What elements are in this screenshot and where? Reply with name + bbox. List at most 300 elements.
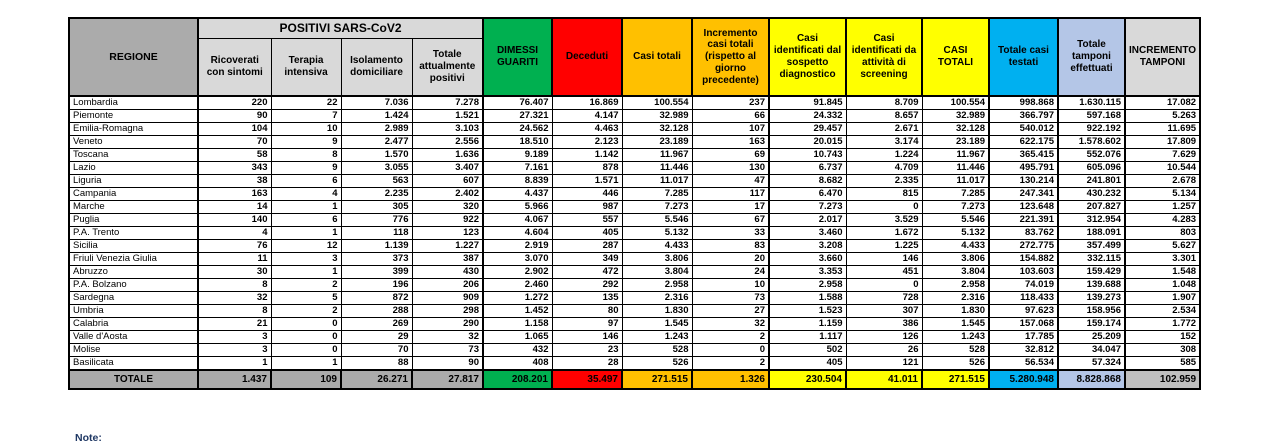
cell-ricoverati_con_sintomi: 11 [198,253,271,266]
cell-casi_sospetto_diagnostico: 1.523 [769,305,846,318]
region-name-cell: Piemonte [69,110,198,123]
cell-dimessi_guariti: 4.067 [483,214,552,227]
cell-totale_attualmente_positivi: 922 [412,214,483,227]
cell-isolamento_domiciliare: 872 [341,292,412,305]
cell-incremento_tamponi: 2.534 [1125,305,1200,318]
cell-incremento_tamponi: 1.548 [1125,266,1200,279]
cell-incremento_tamponi: 1.048 [1125,279,1200,292]
cell-terapia_intensiva: 8 [271,149,341,162]
cell-totale_casi_testati: 103.603 [989,266,1058,279]
cell-terapia_intensiva: 7 [271,110,341,123]
col-header-incremento_tamponi: INCREMENTO TAMPONI [1125,18,1200,96]
region-name-cell: Umbria [69,305,198,318]
cell-casi_sospetto_diagnostico: 1.117 [769,331,846,344]
cell-casi_sospetto_diagnostico: 7.273 [769,201,846,214]
cell-totale_casi_testati: 83.762 [989,227,1058,240]
cell-dimessi_guariti: 1.158 [483,318,552,331]
cell-casi_totali_riepilogo: 11.967 [922,149,989,162]
cell-totale_casi_testati: 56.534 [989,357,1058,371]
region-name-cell: Basilicata [69,357,198,371]
region-name-cell: Veneto [69,136,198,149]
cell-dimessi_guariti: 2.919 [483,240,552,253]
cell-totale_tamponi_effettuati: 241.801 [1058,175,1125,188]
cell-incremento_tamponi: 5.263 [1125,110,1200,123]
cell-deceduti: 557 [552,214,622,227]
total-cell-incremento_casi_totali: 1.326 [692,370,769,389]
region-name-cell: Lazio [69,162,198,175]
header-row-group [69,18,1200,38]
cell-casi_totali_riepilogo: 1.243 [922,331,989,344]
cell-deceduti: 97 [552,318,622,331]
cell-totale_attualmente_positivi: 2.402 [412,188,483,201]
cell-totale_attualmente_positivi: 2.556 [412,136,483,149]
cell-totale_tamponi_effettuati: 605.096 [1058,162,1125,175]
cell-totale_tamponi_effettuati: 207.827 [1058,201,1125,214]
cell-incremento_casi_totali: 32 [692,318,769,331]
cell-casi_totali: 1.545 [622,318,692,331]
total-cell-dimessi_guariti: 208.201 [483,370,552,389]
region-name-cell: Friuli Venezia Giulia [69,253,198,266]
cell-dimessi_guariti: 3.070 [483,253,552,266]
cell-totale_casi_testati: 365.415 [989,149,1058,162]
col-header-isolamento_domiciliare: Isolamento domiciliare [341,38,412,96]
cell-terapia_intensiva: 2 [271,279,341,292]
cell-totale_casi_testati: 221.391 [989,214,1058,227]
cell-incremento_casi_totali: 67 [692,214,769,227]
cell-deceduti: 472 [552,266,622,279]
cell-deceduti: 987 [552,201,622,214]
cell-incremento_tamponi: 152 [1125,331,1200,344]
cell-totale_attualmente_positivi: 206 [412,279,483,292]
cell-casi_attivita_screening: 3.174 [846,136,922,149]
cell-deceduti: 28 [552,357,622,371]
cell-casi_sospetto_diagnostico: 405 [769,357,846,371]
cell-terapia_intensiva: 6 [271,214,341,227]
cell-terapia_intensiva: 1 [271,227,341,240]
cell-dimessi_guariti: 27.321 [483,110,552,123]
cell-casi_totali_riepilogo: 11.017 [922,175,989,188]
cell-totale_casi_testati: 130.214 [989,175,1058,188]
cell-incremento_casi_totali: 24 [692,266,769,279]
col-header-terapia_intensiva: Terapia intensiva [271,38,341,96]
cell-incremento_casi_totali: 20 [692,253,769,266]
table-body [69,96,1200,370]
cell-casi_attivita_screening: 4.709 [846,162,922,175]
cell-isolamento_domiciliare: 2.477 [341,136,412,149]
table-row [69,149,1200,162]
col-header-ricoverati_con_sintomi: Ricoverati con sintomi [198,38,271,96]
region-name-cell: Emilia-Romagna [69,123,198,136]
cell-totale_casi_testati: 366.797 [989,110,1058,123]
cell-isolamento_domiciliare: 269 [341,318,412,331]
total-cell-totale_casi_testati: 5.280.948 [989,370,1058,389]
cell-casi_sospetto_diagnostico: 1.588 [769,292,846,305]
table-header [69,18,1200,96]
col-header-totale_casi_testati: Totale casi testati [989,18,1058,96]
total-row [69,370,1200,389]
cell-casi_attivita_screening: 8.657 [846,110,922,123]
cell-ricoverati_con_sintomi: 8 [198,305,271,318]
cell-casi_totali: 1.830 [622,305,692,318]
cell-ricoverati_con_sintomi: 38 [198,175,271,188]
cell-casi_sospetto_diagnostico: 3.208 [769,240,846,253]
cell-casi_totali_riepilogo: 100.554 [922,96,989,110]
covid-region-table [68,17,1201,390]
note-label: Note: [75,432,102,444]
col-header-casi_totali: Casi totali [622,18,692,96]
cell-casi_totali_riepilogo: 7.273 [922,201,989,214]
cell-ricoverati_con_sintomi: 32 [198,292,271,305]
cell-dimessi_guariti: 408 [483,357,552,371]
cell-incremento_casi_totali: 237 [692,96,769,110]
total-cell-casi_sospetto_diagnostico: 230.504 [769,370,846,389]
cell-casi_sospetto_diagnostico: 1.159 [769,318,846,331]
cell-terapia_intensiva: 1 [271,201,341,214]
cell-casi_totali: 32.128 [622,123,692,136]
cell-terapia_intensiva: 12 [271,240,341,253]
table-row [69,214,1200,227]
cell-casi_totali: 23.189 [622,136,692,149]
table-row [69,331,1200,344]
total-cell-incremento_tamponi: 102.959 [1125,370,1200,389]
cell-casi_attivita_screening: 1.225 [846,240,922,253]
cell-totale_attualmente_positivi: 320 [412,201,483,214]
total-cell-terapia_intensiva: 109 [271,370,341,389]
cell-incremento_tamponi: 5.627 [1125,240,1200,253]
cell-incremento_casi_totali: 130 [692,162,769,175]
cell-terapia_intensiva: 9 [271,162,341,175]
table-row [69,188,1200,201]
cell-ricoverati_con_sintomi: 76 [198,240,271,253]
cell-incremento_tamponi: 17.809 [1125,136,1200,149]
cell-deceduti: 4.147 [552,110,622,123]
cell-totale_tamponi_effettuati: 552.076 [1058,149,1125,162]
cell-casi_totali: 7.273 [622,201,692,214]
cell-casi_attivita_screening: 8.709 [846,96,922,110]
cell-casi_sospetto_diagnostico: 6.737 [769,162,846,175]
cell-totale_casi_testati: 540.012 [989,123,1058,136]
cell-casi_sospetto_diagnostico: 502 [769,344,846,357]
cell-incremento_tamponi: 17.082 [1125,96,1200,110]
cell-terapia_intensiva: 0 [271,331,341,344]
cell-terapia_intensiva: 0 [271,344,341,357]
cell-incremento_casi_totali: 2 [692,331,769,344]
cell-dimessi_guariti: 2.460 [483,279,552,292]
cell-incremento_tamponi: 1.772 [1125,318,1200,331]
cell-incremento_casi_totali: 117 [692,188,769,201]
total-cell-deceduti: 35.497 [552,370,622,389]
cell-totale_casi_testati: 998.868 [989,96,1058,110]
cell-incremento_casi_totali: 83 [692,240,769,253]
total-cell-totale_attualmente_positivi: 27.817 [412,370,483,389]
table-row [69,266,1200,279]
cell-deceduti: 4.463 [552,123,622,136]
cell-deceduti: 878 [552,162,622,175]
cell-casi_totali_riepilogo: 3.806 [922,253,989,266]
region-name-cell: Toscana [69,149,198,162]
cell-totale_tamponi_effettuati: 1.630.115 [1058,96,1125,110]
cell-totale_attualmente_positivi: 32 [412,331,483,344]
cell-deceduti: 1.142 [552,149,622,162]
table-row [69,292,1200,305]
cell-terapia_intensiva: 0 [271,318,341,331]
region-name-cell: P.A. Bolzano [69,279,198,292]
total-label-cell: TOTALE [69,370,198,389]
cell-terapia_intensiva: 1 [271,357,341,371]
cell-incremento_tamponi: 3.301 [1125,253,1200,266]
cell-isolamento_domiciliare: 2.989 [341,123,412,136]
cell-ricoverati_con_sintomi: 90 [198,110,271,123]
cell-casi_attivita_screening: 26 [846,344,922,357]
cell-isolamento_domiciliare: 118 [341,227,412,240]
cell-casi_sospetto_diagnostico: 29.457 [769,123,846,136]
cell-incremento_tamponi: 1.257 [1125,201,1200,214]
cell-totale_casi_testati: 622.175 [989,136,1058,149]
cell-terapia_intensiva: 9 [271,136,341,149]
cell-terapia_intensiva: 2 [271,305,341,318]
cell-totale_casi_testati: 123.648 [989,201,1058,214]
cell-totale_tamponi_effettuati: 25.209 [1058,331,1125,344]
region-name-cell: Molise [69,344,198,357]
cell-casi_totali: 1.243 [622,331,692,344]
cell-deceduti: 80 [552,305,622,318]
cell-dimessi_guariti: 7.161 [483,162,552,175]
cell-dimessi_guariti: 8.839 [483,175,552,188]
cell-casi_totali_riepilogo: 3.804 [922,266,989,279]
cell-isolamento_domiciliare: 305 [341,201,412,214]
cell-incremento_tamponi: 4.283 [1125,214,1200,227]
region-name-cell: Abruzzo [69,266,198,279]
cell-casi_attivita_screening: 126 [846,331,922,344]
cell-deceduti: 146 [552,331,622,344]
cell-casi_sospetto_diagnostico: 2.958 [769,279,846,292]
cell-isolamento_domiciliare: 70 [341,344,412,357]
cell-deceduti: 292 [552,279,622,292]
cell-ricoverati_con_sintomi: 1 [198,357,271,371]
cell-totale_casi_testati: 495.791 [989,162,1058,175]
region-name-cell: Liguria [69,175,198,188]
cell-casi_totali_riepilogo: 32.128 [922,123,989,136]
cell-totale_casi_testati: 32.812 [989,344,1058,357]
cell-casi_totali: 2.316 [622,292,692,305]
cell-deceduti: 405 [552,227,622,240]
cell-ricoverati_con_sintomi: 58 [198,149,271,162]
cell-casi_attivita_screening: 307 [846,305,922,318]
cell-casi_totali: 100.554 [622,96,692,110]
col-header-incremento_casi_totali: Incremento casi totali (rispetto al giorno precedente) [692,18,769,96]
col-header-casi_attivita_screening: Casi identificati da attività di screening [846,18,922,96]
region-name-cell: Sardegna [69,292,198,305]
cell-totale_casi_testati: 17.785 [989,331,1058,344]
cell-casi_sospetto_diagnostico: 8.682 [769,175,846,188]
table-row [69,344,1200,357]
cell-totale_casi_testati: 157.068 [989,318,1058,331]
cell-deceduti: 446 [552,188,622,201]
cell-dimessi_guariti: 432 [483,344,552,357]
col-header-casi_sospetto_diagnostico: Casi identificati dal sospetto diagnostico [769,18,846,96]
col-header-casi_totali_riepilogo: CASI TOTALI [922,18,989,96]
cell-totale_casi_testati: 74.019 [989,279,1058,292]
cell-terapia_intensiva: 1 [271,266,341,279]
cell-incremento_tamponi: 585 [1125,357,1200,371]
cell-isolamento_domiciliare: 563 [341,175,412,188]
cell-casi_sospetto_diagnostico: 24.332 [769,110,846,123]
cell-incremento_casi_totali: 73 [692,292,769,305]
cell-casi_totali: 5.132 [622,227,692,240]
cell-casi_totali_riepilogo: 32.989 [922,110,989,123]
cell-incremento_casi_totali: 33 [692,227,769,240]
cell-incremento_tamponi: 11.695 [1125,123,1200,136]
total-cell-ricoverati_con_sintomi: 1.437 [198,370,271,389]
cell-incremento_tamponi: 1.907 [1125,292,1200,305]
cell-totale_tamponi_effettuati: 597.168 [1058,110,1125,123]
cell-casi_totali_riepilogo: 23.189 [922,136,989,149]
cell-totale_attualmente_positivi: 3.103 [412,123,483,136]
cell-casi_sospetto_diagnostico: 10.743 [769,149,846,162]
cell-casi_totali_riepilogo: 526 [922,357,989,371]
cell-isolamento_domiciliare: 776 [341,214,412,227]
table-row [69,318,1200,331]
cell-incremento_tamponi: 308 [1125,344,1200,357]
cell-dimessi_guariti: 5.966 [483,201,552,214]
cell-terapia_intensiva: 10 [271,123,341,136]
cell-totale_tamponi_effettuati: 159.174 [1058,318,1125,331]
col-header-dimessi_guariti: DIMESSI GUARITI [483,18,552,96]
cell-totale_attualmente_positivi: 298 [412,305,483,318]
cell-isolamento_domiciliare: 7.036 [341,96,412,110]
cell-totale_attualmente_positivi: 430 [412,266,483,279]
table-row [69,175,1200,188]
cell-isolamento_domiciliare: 1.570 [341,149,412,162]
table-row [69,162,1200,175]
cell-isolamento_domiciliare: 196 [341,279,412,292]
region-name-cell: Marche [69,201,198,214]
cell-casi_attivita_screening: 2.335 [846,175,922,188]
cell-incremento_casi_totali: 163 [692,136,769,149]
table-row [69,110,1200,123]
region-name-cell: Calabria [69,318,198,331]
cell-totale_attualmente_positivi: 290 [412,318,483,331]
cell-ricoverati_con_sintomi: 8 [198,279,271,292]
cell-casi_totali_riepilogo: 5.132 [922,227,989,240]
cell-deceduti: 23 [552,344,622,357]
cell-casi_attivita_screening: 2.671 [846,123,922,136]
cell-totale_tamponi_effettuati: 430.232 [1058,188,1125,201]
cell-casi_totali: 528 [622,344,692,357]
cell-casi_sospetto_diagnostico: 20.015 [769,136,846,149]
cell-totale_casi_testati: 97.623 [989,305,1058,318]
table-row [69,305,1200,318]
cell-incremento_casi_totali: 2 [692,357,769,371]
table-total-row [69,370,1200,389]
cell-totale_casi_testati: 272.775 [989,240,1058,253]
cell-casi_sospetto_diagnostico: 2.017 [769,214,846,227]
cell-incremento_casi_totali: 17 [692,201,769,214]
cell-deceduti: 2.123 [552,136,622,149]
col-header-totale_attualmente_positivi: Totale attualmente positivi [412,38,483,96]
table-row [69,279,1200,292]
cell-totale_attualmente_positivi: 3.407 [412,162,483,175]
cell-casi_attivita_screening: 386 [846,318,922,331]
cell-incremento_tamponi: 803 [1125,227,1200,240]
cell-casi_attivita_screening: 121 [846,357,922,371]
cell-ricoverati_con_sintomi: 3 [198,331,271,344]
total-cell-isolamento_domiciliare: 26.271 [341,370,412,389]
cell-incremento_tamponi: 5.134 [1125,188,1200,201]
cell-casi_sospetto_diagnostico: 3.460 [769,227,846,240]
cell-casi_totali: 11.967 [622,149,692,162]
cell-totale_tamponi_effettuati: 332.115 [1058,253,1125,266]
cell-isolamento_domiciliare: 3.055 [341,162,412,175]
cell-ricoverati_con_sintomi: 140 [198,214,271,227]
cell-terapia_intensiva: 22 [271,96,341,110]
cell-casi_totali_riepilogo: 2.316 [922,292,989,305]
cell-deceduti: 1.571 [552,175,622,188]
region-name-cell: P.A. Trento [69,227,198,240]
group-header-positivi: POSITIVI SARS-CoV2 [198,18,483,38]
cell-casi_totali_riepilogo: 11.446 [922,162,989,175]
cell-totale_tamponi_effettuati: 922.192 [1058,123,1125,136]
cell-casi_totali_riepilogo: 7.285 [922,188,989,201]
cell-deceduti: 287 [552,240,622,253]
cell-isolamento_domiciliare: 1.424 [341,110,412,123]
total-cell-casi_attivita_screening: 41.011 [846,370,922,389]
cell-casi_totali: 526 [622,357,692,371]
cell-isolamento_domiciliare: 399 [341,266,412,279]
cell-dimessi_guariti: 18.510 [483,136,552,149]
region-name-cell: Sicilia [69,240,198,253]
cell-dimessi_guariti: 24.562 [483,123,552,136]
cell-dimessi_guariti: 1.452 [483,305,552,318]
cell-totale_tamponi_effettuati: 34.047 [1058,344,1125,357]
cell-incremento_casi_totali: 69 [692,149,769,162]
cell-incremento_casi_totali: 47 [692,175,769,188]
table-row [69,240,1200,253]
cell-terapia_intensiva: 4 [271,188,341,201]
cell-ricoverati_con_sintomi: 14 [198,201,271,214]
cell-isolamento_domiciliare: 88 [341,357,412,371]
cell-casi_totali_riepilogo: 5.546 [922,214,989,227]
cell-casi_attivita_screening: 728 [846,292,922,305]
cell-casi_attivita_screening: 1.672 [846,227,922,240]
cell-deceduti: 16.869 [552,96,622,110]
cell-casi_totali: 32.989 [622,110,692,123]
region-name-cell: Campania [69,188,198,201]
cell-incremento_casi_totali: 10 [692,279,769,292]
cell-isolamento_domiciliare: 373 [341,253,412,266]
cell-ricoverati_con_sintomi: 3 [198,344,271,357]
table-row [69,123,1200,136]
cell-casi_totali: 4.433 [622,240,692,253]
cell-casi_attivita_screening: 0 [846,201,922,214]
cell-terapia_intensiva: 6 [271,175,341,188]
cell-totale_attualmente_positivi: 909 [412,292,483,305]
cell-casi_totali: 2.958 [622,279,692,292]
cell-casi_totali: 11.017 [622,175,692,188]
cell-deceduti: 349 [552,253,622,266]
cell-casi_totali: 11.446 [622,162,692,175]
cell-casi_totali_riepilogo: 528 [922,344,989,357]
cell-totale_attualmente_positivi: 387 [412,253,483,266]
region-name-cell: Puglia [69,214,198,227]
total-cell-totale_tamponi_effettuati: 8.828.868 [1058,370,1125,389]
table-row [69,253,1200,266]
region-name-cell: Lombardia [69,96,198,110]
col-header-regione: REGIONE [69,18,198,96]
cell-totale_casi_testati: 118.433 [989,292,1058,305]
cell-totale_attualmente_positivi: 1.227 [412,240,483,253]
cell-ricoverati_con_sintomi: 21 [198,318,271,331]
